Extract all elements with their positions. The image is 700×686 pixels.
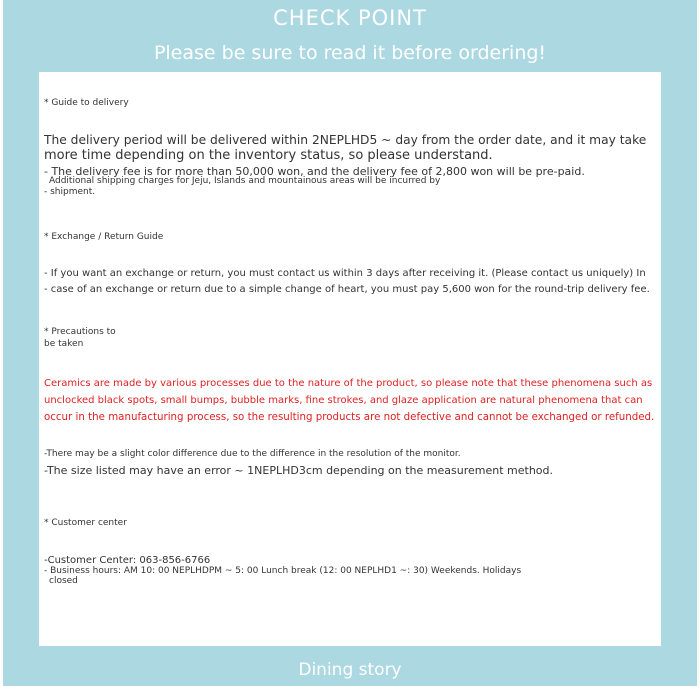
notice-frame	[3, 0, 697, 686]
delivery-heading: * Guide to delivery	[44, 98, 129, 108]
color-difference-note: -There may be a slight color difference due to the difference in the resolution of the monitor.	[44, 449, 461, 459]
page-title: CHECK POINT	[273, 6, 427, 30]
customer-phone: -Customer Center: 063-856-6766	[44, 555, 211, 566]
warning-line1: Ceramics are made by various processes due to the nature of the product, so please note that these phenomena such as	[44, 378, 653, 389]
shipping-charge-note: Additional shipping charges for Jeju, Islands and mountainous areas will be incurred by	[49, 176, 441, 186]
brand-footer: Dining story	[298, 660, 402, 680]
precautions-heading: * Precautions to	[44, 327, 116, 337]
exchange-heading: * Exchange / Return Guide	[44, 232, 164, 242]
shipping-charge-note-end: - shipment.	[44, 187, 96, 197]
precautions-heading-cont: be taken	[44, 339, 84, 349]
exchange-line1: - If you want an exchange or return, you must contact us within 3 days after receiving it. (Please contact us uniquely) In	[44, 268, 646, 279]
delivery-period-line2: more time depending on the inventory status, so please understand.	[44, 148, 493, 163]
size-error-note: -The size listed may have an error ~ 1NEPLHD3cm depending on the measurement method.	[44, 464, 554, 477]
warning-line2: unclocked black spots, small bumps, bubble marks, fine strokes, and glaze application are natural phenomena that can	[44, 395, 643, 406]
delivery-period-line1: The delivery period will be delivered within 2NEPLHD5 ~ day from the order date, and it may take	[44, 133, 647, 147]
warning-line3: occur in the manufacturing process, so the resulting products are not defective and cannot be exchanged or refunded.	[44, 411, 655, 423]
exchange-line2: - case of an exchange or return due to a simple change of heart, you must pay 5,600 won for the round-trip delivery fee.	[44, 284, 650, 295]
notice-panel	[39, 72, 661, 646]
customer-heading: * Customer center	[44, 518, 127, 528]
delivery-fee-note: - The delivery fee is for more than 50,000 won, and the delivery fee of 2,800 won will be pre-paid.	[44, 165, 585, 178]
business-hours: - Business hours: AM 10: 00 NEPLHDPM ~ 5: 00 Lunch break (12: 00 NEPLHD1 ~: 30) Weekends. Holidays	[44, 566, 522, 576]
page-subtitle: Please be sure to read it before ordering!	[153, 42, 547, 64]
business-hours-cont: closed	[49, 576, 78, 586]
